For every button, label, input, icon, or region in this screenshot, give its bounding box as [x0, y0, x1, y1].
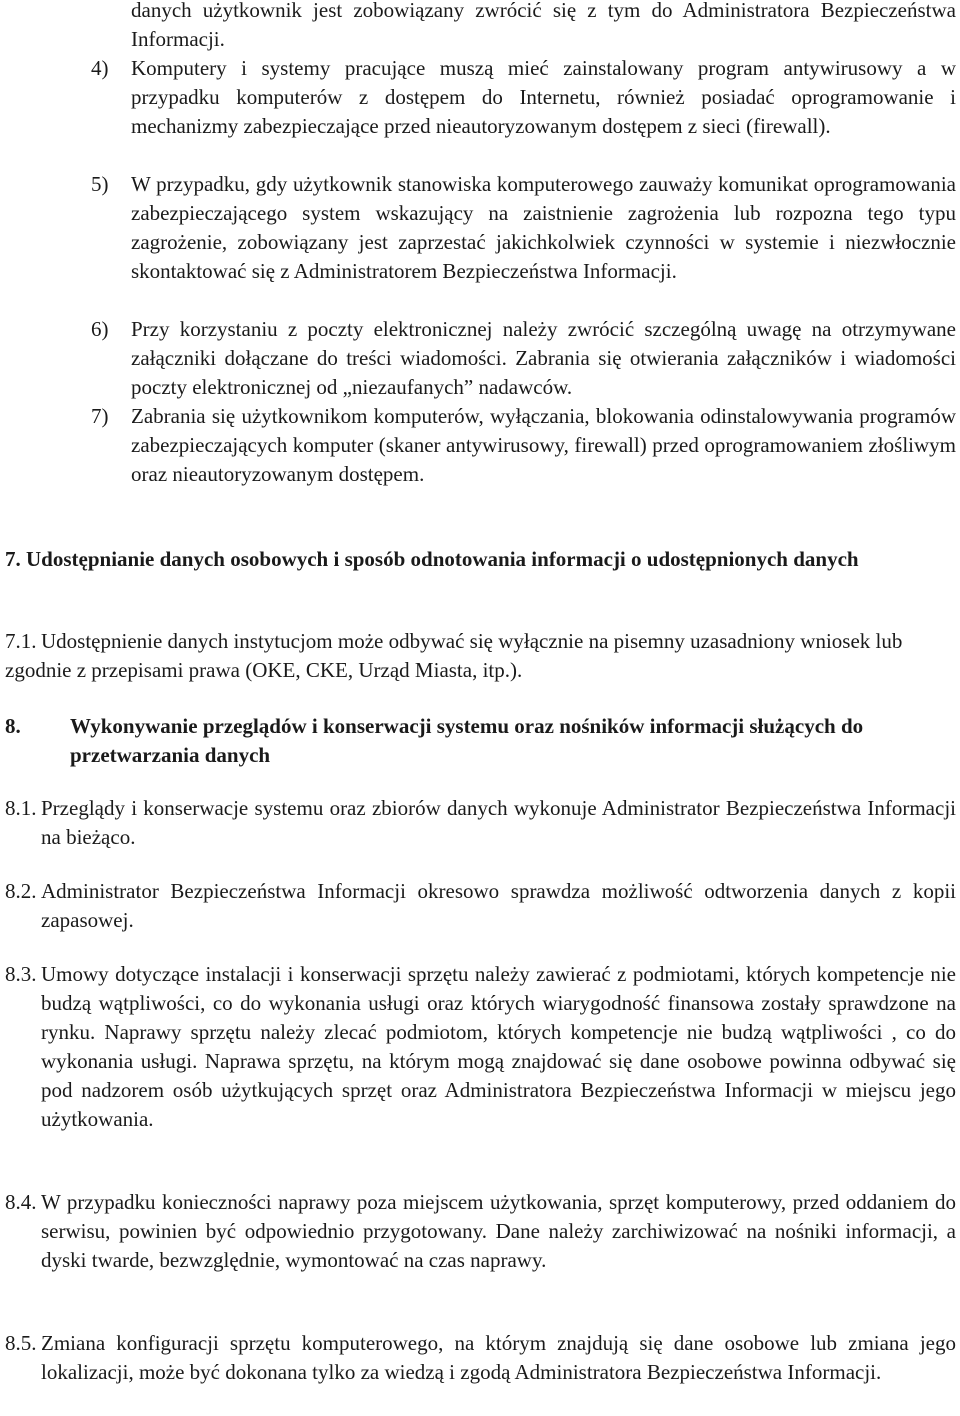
- list-text: Zabrania się użytkownikom komputerów, wyłączania, blokowania odinstalowywania programów zabezpieczających komputer (skaner antywirusowy, firewall) przed oprogramowaniem złośliwym oraz nieautoryzowanym dostępem.: [131, 404, 956, 486]
- paragraph-text: Administrator Bezpieczeństwa Informacji okresowo sprawdza możliwość odtworzenia danych z kopii zapasowej.: [41, 879, 956, 932]
- list-item-4: [91, 54, 956, 141]
- paragraph-text: Udostępnienie danych instytucjom może odbywać się wyłącznie na pisemny uzasadniony wniosek lub zgodnie z przepisami prawa (OKE, CKE, Urząd Miasta, itp.).: [5, 629, 903, 682]
- paragraph-8-2: [5, 877, 956, 935]
- list-number: 5): [91, 172, 109, 196]
- section-7-heading: 7. Udostępnianie danych osobowych i sposób odnotowania informacji o udostępnionych danych: [5, 547, 859, 571]
- paragraph-number: 7.1.: [5, 629, 37, 653]
- list-item-6: [91, 315, 956, 402]
- paragraph-text: Zmiana konfiguracji sprzętu komputerowego, na którym znajdują się dane osobowe lub zmiana jego lokalizacji, może być dokonana tylko za wiedzą i zgodą Administratora Bezpieczeństwa Informacji.: [41, 1331, 956, 1384]
- heading-number: 8.: [5, 714, 21, 738]
- paragraph-8-5: [5, 1329, 956, 1387]
- paragraph-8-1: [5, 794, 956, 852]
- list-number: 6): [91, 317, 109, 341]
- paragraph-8-3: [5, 960, 956, 1134]
- list-number: 4): [91, 56, 109, 80]
- paragraph-number: 8.3.: [5, 962, 37, 986]
- paragraph-number: 8.5.: [5, 1331, 37, 1355]
- paragraph-number: 8.2.: [5, 879, 37, 903]
- paragraph-7-1: [5, 627, 956, 685]
- paragraph-text: W przypadku konieczności naprawy poza miejscem użytkowania, sprzęt komputerowy, przed oddaniem do serwisu, powinien być odpowiednio przygotowany. Dane należy zarchiwizować na nośniki informacji, a dyski twarde, bezwzględnie, wymontować na czas naprawy.: [41, 1190, 956, 1272]
- list-text: Przy korzystaniu z poczty elektronicznej należy zwrócić szczególną uwagę na otrzymywane załączniki dołączane do treści wiadomości. Zabrania się otwierania załączników i wiadomości poczty elektronicznej od „niezaufanych” nadawców.: [131, 317, 956, 399]
- continuation-paragraph: danych użytkownik jest zobowiązany zwrócić się z tym do Administratora Bezpieczeństwa Informacji.: [131, 0, 956, 51]
- paragraph-8-4: [5, 1188, 956, 1275]
- paragraph-number: 8.4.: [5, 1190, 37, 1214]
- list-item-5: [91, 170, 956, 286]
- list-item-7: [91, 402, 956, 489]
- heading-text: Wykonywanie przeglądów i konserwacji systemu oraz nośników informacji służących do przetwarzania danych: [70, 714, 864, 767]
- list-number: 7): [91, 404, 109, 428]
- list-text: Komputery i systemy pracujące muszą mieć zainstalowany program antywirusowy a w przypadku komputerów z dostępem do Internetu, również posiadać oprogramowanie i mechanizmy zabezpieczające przed nieautoryzowanym dostępem z sieci (firewall).: [131, 56, 956, 138]
- paragraph-text: Przeglądy i konserwacje systemu oraz zbiorów danych wykonuje Administrator Bezpieczeństwa Informacji na bieżąco.: [41, 796, 956, 849]
- paragraph-text: Umowy dotyczące instalacji i konserwacji sprzętu należy zawierać z podmiotami, których kompetencje nie budzą wątpliwości, co do wykonania usługi oraz których wiarygodność finansowa zostały sprawdzone na rynku. Naprawy sprzętu należy zlecać podmiotom, których kompetencje nie budzą wątpliwości , co do wykonania usługi. Naprawa sprzętu, na którym mogą znajdować się dane osobowe powinna odbywać się pod nadzorem osób użytkujących sprzęt oraz Administratora Bezpieczeństwa Informacji w miejscu jego użytkowania.: [41, 962, 956, 1131]
- section-8-heading: [5, 712, 956, 770]
- paragraph-number: 8.1.: [5, 796, 37, 820]
- list-text: W przypadku, gdy użytkownik stanowiska komputerowego zauważy komunikat oprogramowania zabezpieczającego system wskazujący na zaistnienie zagrożenia lub rozpozna tego typu zagrożenie, zobowiązany jest zaprzestać jakichkolwiek czynności w systemie i niezwłocznie skontaktować się z Administratorem Bezpieczeństwa Informacji.: [131, 172, 956, 283]
